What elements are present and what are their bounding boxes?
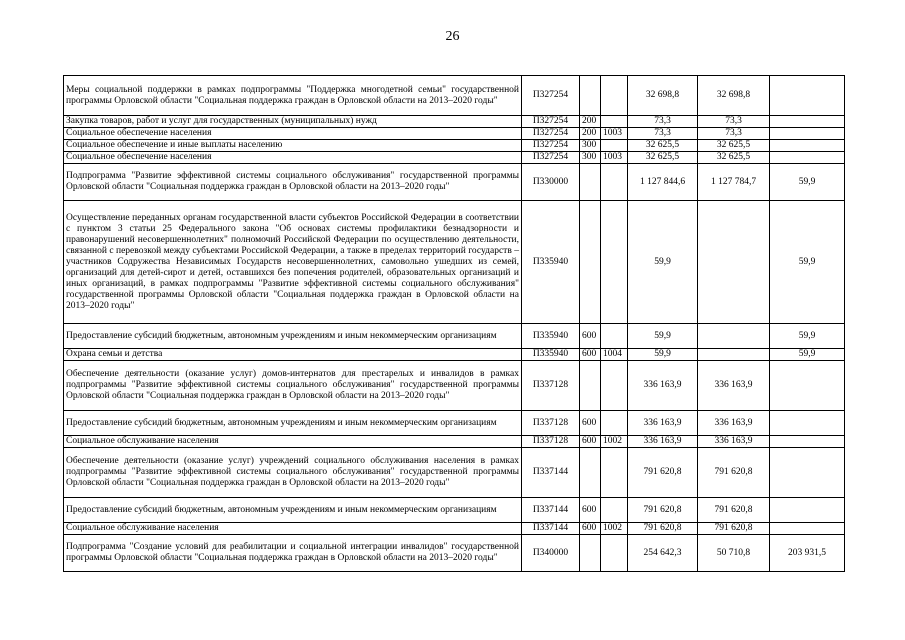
row-own-funds: 336 163,9 (698, 436, 770, 448)
row-code: П327254 (522, 152, 580, 164)
row-expense-type: 300 (580, 140, 601, 152)
row-total: 791 620,8 (628, 498, 698, 523)
row-federal-funds: 203 931,5 (770, 535, 845, 572)
row-federal-funds (770, 411, 845, 436)
row-own-funds: 336 163,9 (698, 361, 770, 411)
row-section (601, 498, 628, 523)
row-code: П337144 (522, 498, 580, 523)
row-name: Обеспечение деятельности (оказание услуг) домов-интернатов для престарелых и инвалидов в рамках подпрограммы "Развитие эффективной системы социального обслуживания" государственной программы Орловской области "Социальная поддержка граждан в Орловской области на 2013–2020 годы" (64, 361, 522, 411)
row-own-funds: 32 625,5 (698, 140, 770, 152)
row-own-funds: 73,3 (698, 116, 770, 128)
row-federal-funds (770, 523, 845, 535)
row-own-funds: 791 620,8 (698, 523, 770, 535)
row-code: П337128 (522, 436, 580, 448)
row-federal-funds (770, 498, 845, 523)
row-code: П337128 (522, 361, 580, 411)
row-expense-type (580, 201, 601, 324)
row-own-funds: 50 710,8 (698, 535, 770, 572)
row-expense-type: 600 (580, 324, 601, 349)
row-federal-funds (770, 152, 845, 164)
row-code: П335940 (522, 349, 580, 361)
row-section (601, 411, 628, 436)
row-own-funds: 32 625,5 (698, 152, 770, 164)
row-total: 32 625,5 (628, 152, 698, 164)
row-name: Охрана семьи и детства (64, 349, 522, 361)
row-name: Предоставление субсидий бюджетным, автономным учреждениям и иным некоммерческим организациям (64, 324, 522, 349)
row-federal-funds (770, 116, 845, 128)
table-row (64, 523, 845, 535)
row-federal-funds (770, 436, 845, 448)
row-own-funds: 73,3 (698, 128, 770, 140)
row-expense-type: 600 (580, 436, 601, 448)
budget-table-body (64, 76, 845, 572)
row-total: 791 620,8 (628, 523, 698, 535)
row-name: Социальное обеспечение населения (64, 152, 522, 164)
table-row (64, 535, 845, 572)
row-section: 1002 (601, 436, 628, 448)
row-name: Осуществление переданных органам государственной власти субъектов Российской Федерации в соответствии с пунктом 3 статьи 25 Федерального закона "Об основах системы профилактики безнадзорности и правонарушений несовершеннолетних" полномочий Российской Федерации по осуществлению деятельности, связанной с перевозкой между субъектами Российской Федерации, а также в пределах территорий государств – участников Содружества Независимых Государств несовершеннолетних, самовольно ушедших из семей, организаций для детей-сирот и детей, оставшихся без попечения родителей, образовательных организаций и иных организаций, в рамках подпрограммы "Развитие эффективной системы социального обслуживания" государственной программы Орловской области "Социальная поддержка граждан в Орловской области на 2013–2020 годы" (64, 201, 522, 324)
row-name: Закупка товаров, работ и услуг для государственных (муниципальных) нужд (64, 116, 522, 128)
row-total: 59,9 (628, 324, 698, 349)
row-code: П327254 (522, 128, 580, 140)
row-expense-type (580, 76, 601, 116)
table-row (64, 498, 845, 523)
row-code: П330000 (522, 164, 580, 201)
row-expense-type: 600 (580, 523, 601, 535)
row-own-funds (698, 349, 770, 361)
row-name: Подпрограмма "Развитие эффективной системы социального обслуживания" государственной программы Орловской области "Социальная поддержка граждан в Орловской области на 2013–2020 годы" (64, 164, 522, 201)
row-expense-type: 300 (580, 152, 601, 164)
row-name: Предоставление субсидий бюджетным, автономным учреждениям и иным некоммерческим организациям (64, 498, 522, 523)
row-federal-funds: 59,9 (770, 324, 845, 349)
row-name: Социальное обеспечение и иные выплаты населению (64, 140, 522, 152)
table-row (64, 164, 845, 201)
row-own-funds: 1 127 784,7 (698, 164, 770, 201)
row-total: 336 163,9 (628, 361, 698, 411)
row-total: 1 127 844,6 (628, 164, 698, 201)
table-row (64, 152, 845, 164)
row-own-funds: 32 698,8 (698, 76, 770, 116)
row-expense-type: 600 (580, 411, 601, 436)
table-row (64, 349, 845, 361)
table-row (64, 201, 845, 324)
row-total: 336 163,9 (628, 411, 698, 436)
table-row (64, 116, 845, 128)
row-own-funds: 791 620,8 (698, 498, 770, 523)
row-section: 1004 (601, 349, 628, 361)
row-name: Меры социальной поддержки в рамках подпрограммы "Поддержка многодетной семьи" государственной программы Орловской области "Социальная поддержка граждан в Орловской области на 2013–2020 годы" (64, 76, 522, 116)
row-expense-type (580, 164, 601, 201)
row-section (601, 535, 628, 572)
row-total: 32 698,8 (628, 76, 698, 116)
row-expense-type: 600 (580, 498, 601, 523)
row-federal-funds (770, 140, 845, 152)
row-total: 59,9 (628, 349, 698, 361)
row-section (601, 116, 628, 128)
row-section (601, 201, 628, 324)
row-federal-funds: 59,9 (770, 164, 845, 201)
row-section: 1002 (601, 523, 628, 535)
row-own-funds (698, 324, 770, 349)
row-total: 73,3 (628, 128, 698, 140)
row-expense-type: 200 (580, 128, 601, 140)
table-row (64, 361, 845, 411)
table-row (64, 76, 845, 116)
row-code: П337144 (522, 448, 580, 498)
table-row (64, 128, 845, 140)
row-name: Предоставление субсидий бюджетным, автономным учреждениям и иным некоммерческим организациям (64, 411, 522, 436)
row-name: Социальное обслуживание населения (64, 436, 522, 448)
row-section (601, 448, 628, 498)
row-section: 1003 (601, 128, 628, 140)
row-section (601, 324, 628, 349)
row-federal-funds (770, 128, 845, 140)
row-federal-funds: 59,9 (770, 349, 845, 361)
row-own-funds: 791 620,8 (698, 448, 770, 498)
table-row (64, 448, 845, 498)
row-total: 32 625,5 (628, 140, 698, 152)
row-federal-funds (770, 76, 845, 116)
row-expense-type (580, 535, 601, 572)
row-own-funds (698, 201, 770, 324)
row-section (601, 140, 628, 152)
row-own-funds: 336 163,9 (698, 411, 770, 436)
row-federal-funds (770, 361, 845, 411)
row-code: П327254 (522, 76, 580, 116)
row-expense-type (580, 448, 601, 498)
row-expense-type: 600 (580, 349, 601, 361)
row-code: П340000 (522, 535, 580, 572)
row-federal-funds (770, 448, 845, 498)
row-total: 336 163,9 (628, 436, 698, 448)
row-section: 1003 (601, 152, 628, 164)
row-total: 73,3 (628, 116, 698, 128)
row-section (601, 164, 628, 201)
row-name: Обеспечение деятельности (оказание услуг) учреждений социального обслуживания населения в рамках подпрограммы "Развитие эффективной системы социального обслуживания" государственной программы Орловской области "Социальная поддержка граждан в Орловской области на 2013–2020 годы" (64, 448, 522, 498)
row-code: П337144 (522, 523, 580, 535)
row-code: П327254 (522, 116, 580, 128)
row-code: П337128 (522, 411, 580, 436)
budget-table (63, 75, 845, 572)
row-code: П327254 (522, 140, 580, 152)
row-section (601, 76, 628, 116)
table-row (64, 324, 845, 349)
row-code: П335940 (522, 324, 580, 349)
row-section (601, 361, 628, 411)
row-expense-type: 200 (580, 116, 601, 128)
page-number: 26 (445, 29, 460, 44)
row-total: 254 642,3 (628, 535, 698, 572)
row-expense-type (580, 361, 601, 411)
row-name: Подпрограмма "Создание условий для реабилитации и социальной интеграции инвалидов" государственной программы Орловской области "Социальная поддержка граждан в Орловской области на 2013–2020 годы" (64, 535, 522, 572)
row-name: Социальное обслуживание населения (64, 523, 522, 535)
row-code: П335940 (522, 201, 580, 324)
row-total: 791 620,8 (628, 448, 698, 498)
row-name: Социальное обеспечение населения (64, 128, 522, 140)
table-row (64, 436, 845, 448)
table-row (64, 411, 845, 436)
row-federal-funds: 59,9 (770, 201, 845, 324)
table-row (64, 140, 845, 152)
row-total: 59,9 (628, 201, 698, 324)
